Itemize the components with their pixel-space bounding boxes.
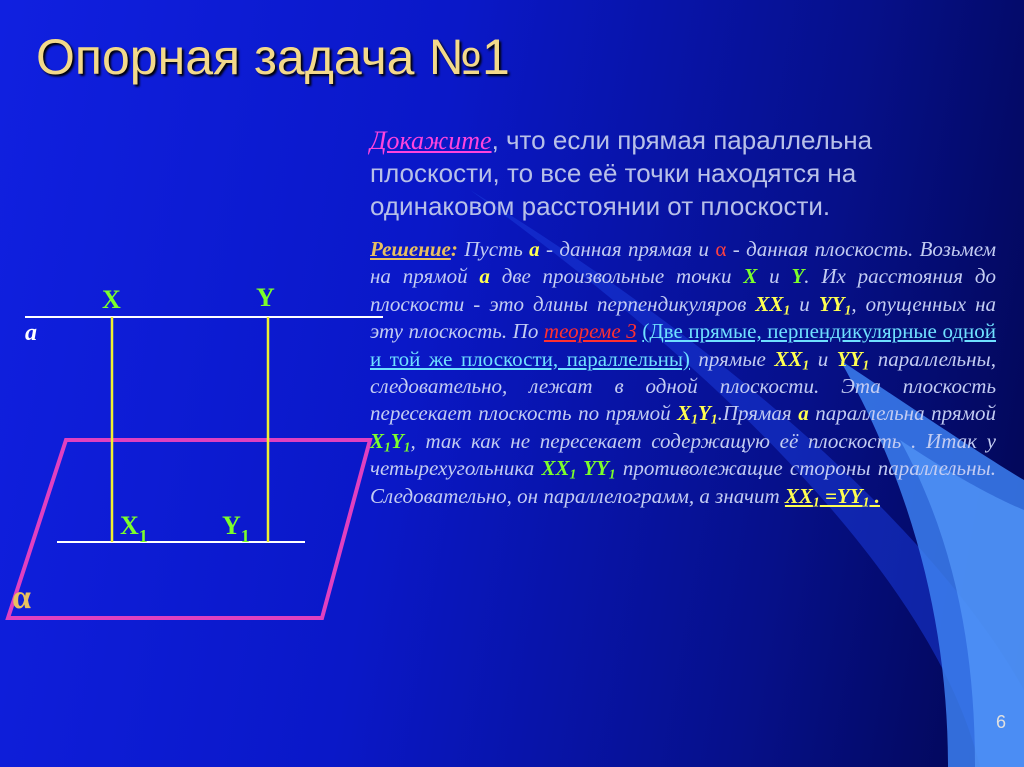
solution-seg: .Прямая [717, 401, 799, 426]
segment-ref-text: YY [576, 456, 609, 481]
solution-seg: и [790, 291, 819, 316]
label-y1-letter: Y [222, 511, 241, 540]
label-y1-sub: 1 [240, 526, 250, 546]
label-y1 [222, 511, 250, 546]
label-x1 [120, 511, 148, 546]
theorem-link[interactable]: теореме 3 [543, 319, 637, 344]
point-y-ref: Y [791, 264, 805, 289]
segment-ref-text: XX [774, 346, 803, 371]
subscript: 1 [862, 494, 870, 510]
theorem-statement-link[interactable]: (Две прямые, перпендикулярные одной и той же плоскости, параллельны) [370, 319, 996, 371]
solution-label: Решение [370, 237, 451, 261]
segment-ref-text: X [677, 401, 692, 426]
solution-seg: параллельны, следовательно, лежат в одной плоскости. Эта плоскость пересекает плоскость по прямой [370, 346, 996, 426]
alpha-ref: α [715, 237, 727, 261]
solution-seg: - данная прямая и [539, 237, 716, 261]
problem-statement [370, 124, 996, 223]
solution-seg: и [757, 264, 792, 289]
label-a: a [25, 320, 37, 346]
label-x1-letter: X [120, 511, 139, 540]
solution-seg: , опущенных на эту плоскость. По [370, 291, 996, 344]
line-a-ref: а [529, 237, 540, 261]
segment-ref-text: YY [818, 291, 845, 316]
solution-seg: прямые [689, 346, 775, 371]
line-a-ref: а [479, 264, 490, 289]
plane-alpha [8, 440, 370, 618]
label-alpha: α [12, 579, 31, 616]
segment-ref [819, 292, 851, 316]
segment-ref [755, 292, 790, 316]
segment-ref-text: XX [755, 291, 784, 316]
segment-ref [677, 401, 718, 425]
subscript: 1 [802, 357, 810, 373]
subscript: 1 [403, 439, 411, 455]
answer-text: =YY [819, 483, 863, 508]
line-a-ref: а [798, 401, 809, 426]
segment-ref [837, 347, 869, 371]
subscript: 1 [844, 302, 852, 318]
geometry-diagram [0, 270, 400, 630]
page-number: 6 [996, 712, 1007, 732]
answer-text: . [869, 483, 880, 508]
solution-seg: Пусть [457, 237, 530, 261]
solution-seg: - данная плоскость. Возьмем на прямой [370, 237, 996, 289]
segment-ref-text: XX [541, 456, 570, 481]
slide-title: Опорная задача №1 [36, 29, 510, 85]
subscript: 1 [608, 466, 616, 482]
solution-colon: : [450, 237, 458, 261]
point-x-ref: X [743, 264, 758, 289]
label-y: Y [256, 283, 275, 312]
segment-ref-text: Y [697, 401, 711, 426]
prove-label: Докажите [370, 126, 492, 155]
solution-seg: и [809, 346, 837, 371]
subscript: 1 [812, 494, 820, 510]
solution-seg: , так как не пересекает содержащую её плоскость . Итак у четырехугольника [370, 428, 996, 481]
prove-text: , что если прямая параллельна плоскости, то все её точки находятся на одинаковом расстоянии от плоскости. [370, 125, 873, 221]
solution-seg: две произвольные точки [489, 264, 744, 289]
solution-seg: . Их расстояния до плоскости - это длины перпендикуляров [370, 264, 996, 316]
solution-text [370, 236, 996, 510]
subscript: 1 [691, 411, 698, 427]
segment-ref-text: X [370, 428, 385, 453]
segment-ref-text: YY [836, 346, 863, 371]
subscript: 1 [783, 302, 791, 318]
label-x1-sub: 1 [138, 526, 148, 546]
solution-seg: противолежащие стороны параллельны. Следовательно, он параллелограмм, а значит [370, 456, 996, 508]
label-x: X [102, 285, 121, 314]
answer [785, 484, 880, 508]
answer-text: XX [784, 483, 813, 508]
segment-ref-text: Y [390, 428, 404, 453]
subscript: 1 [384, 439, 391, 455]
segment-ref [774, 347, 809, 371]
subscript: 1 [710, 411, 718, 427]
subscript: 1 [569, 466, 577, 482]
subscript: 1 [862, 357, 870, 373]
solution-seg: параллельна прямой [808, 401, 996, 426]
segment-ref [541, 456, 615, 480]
